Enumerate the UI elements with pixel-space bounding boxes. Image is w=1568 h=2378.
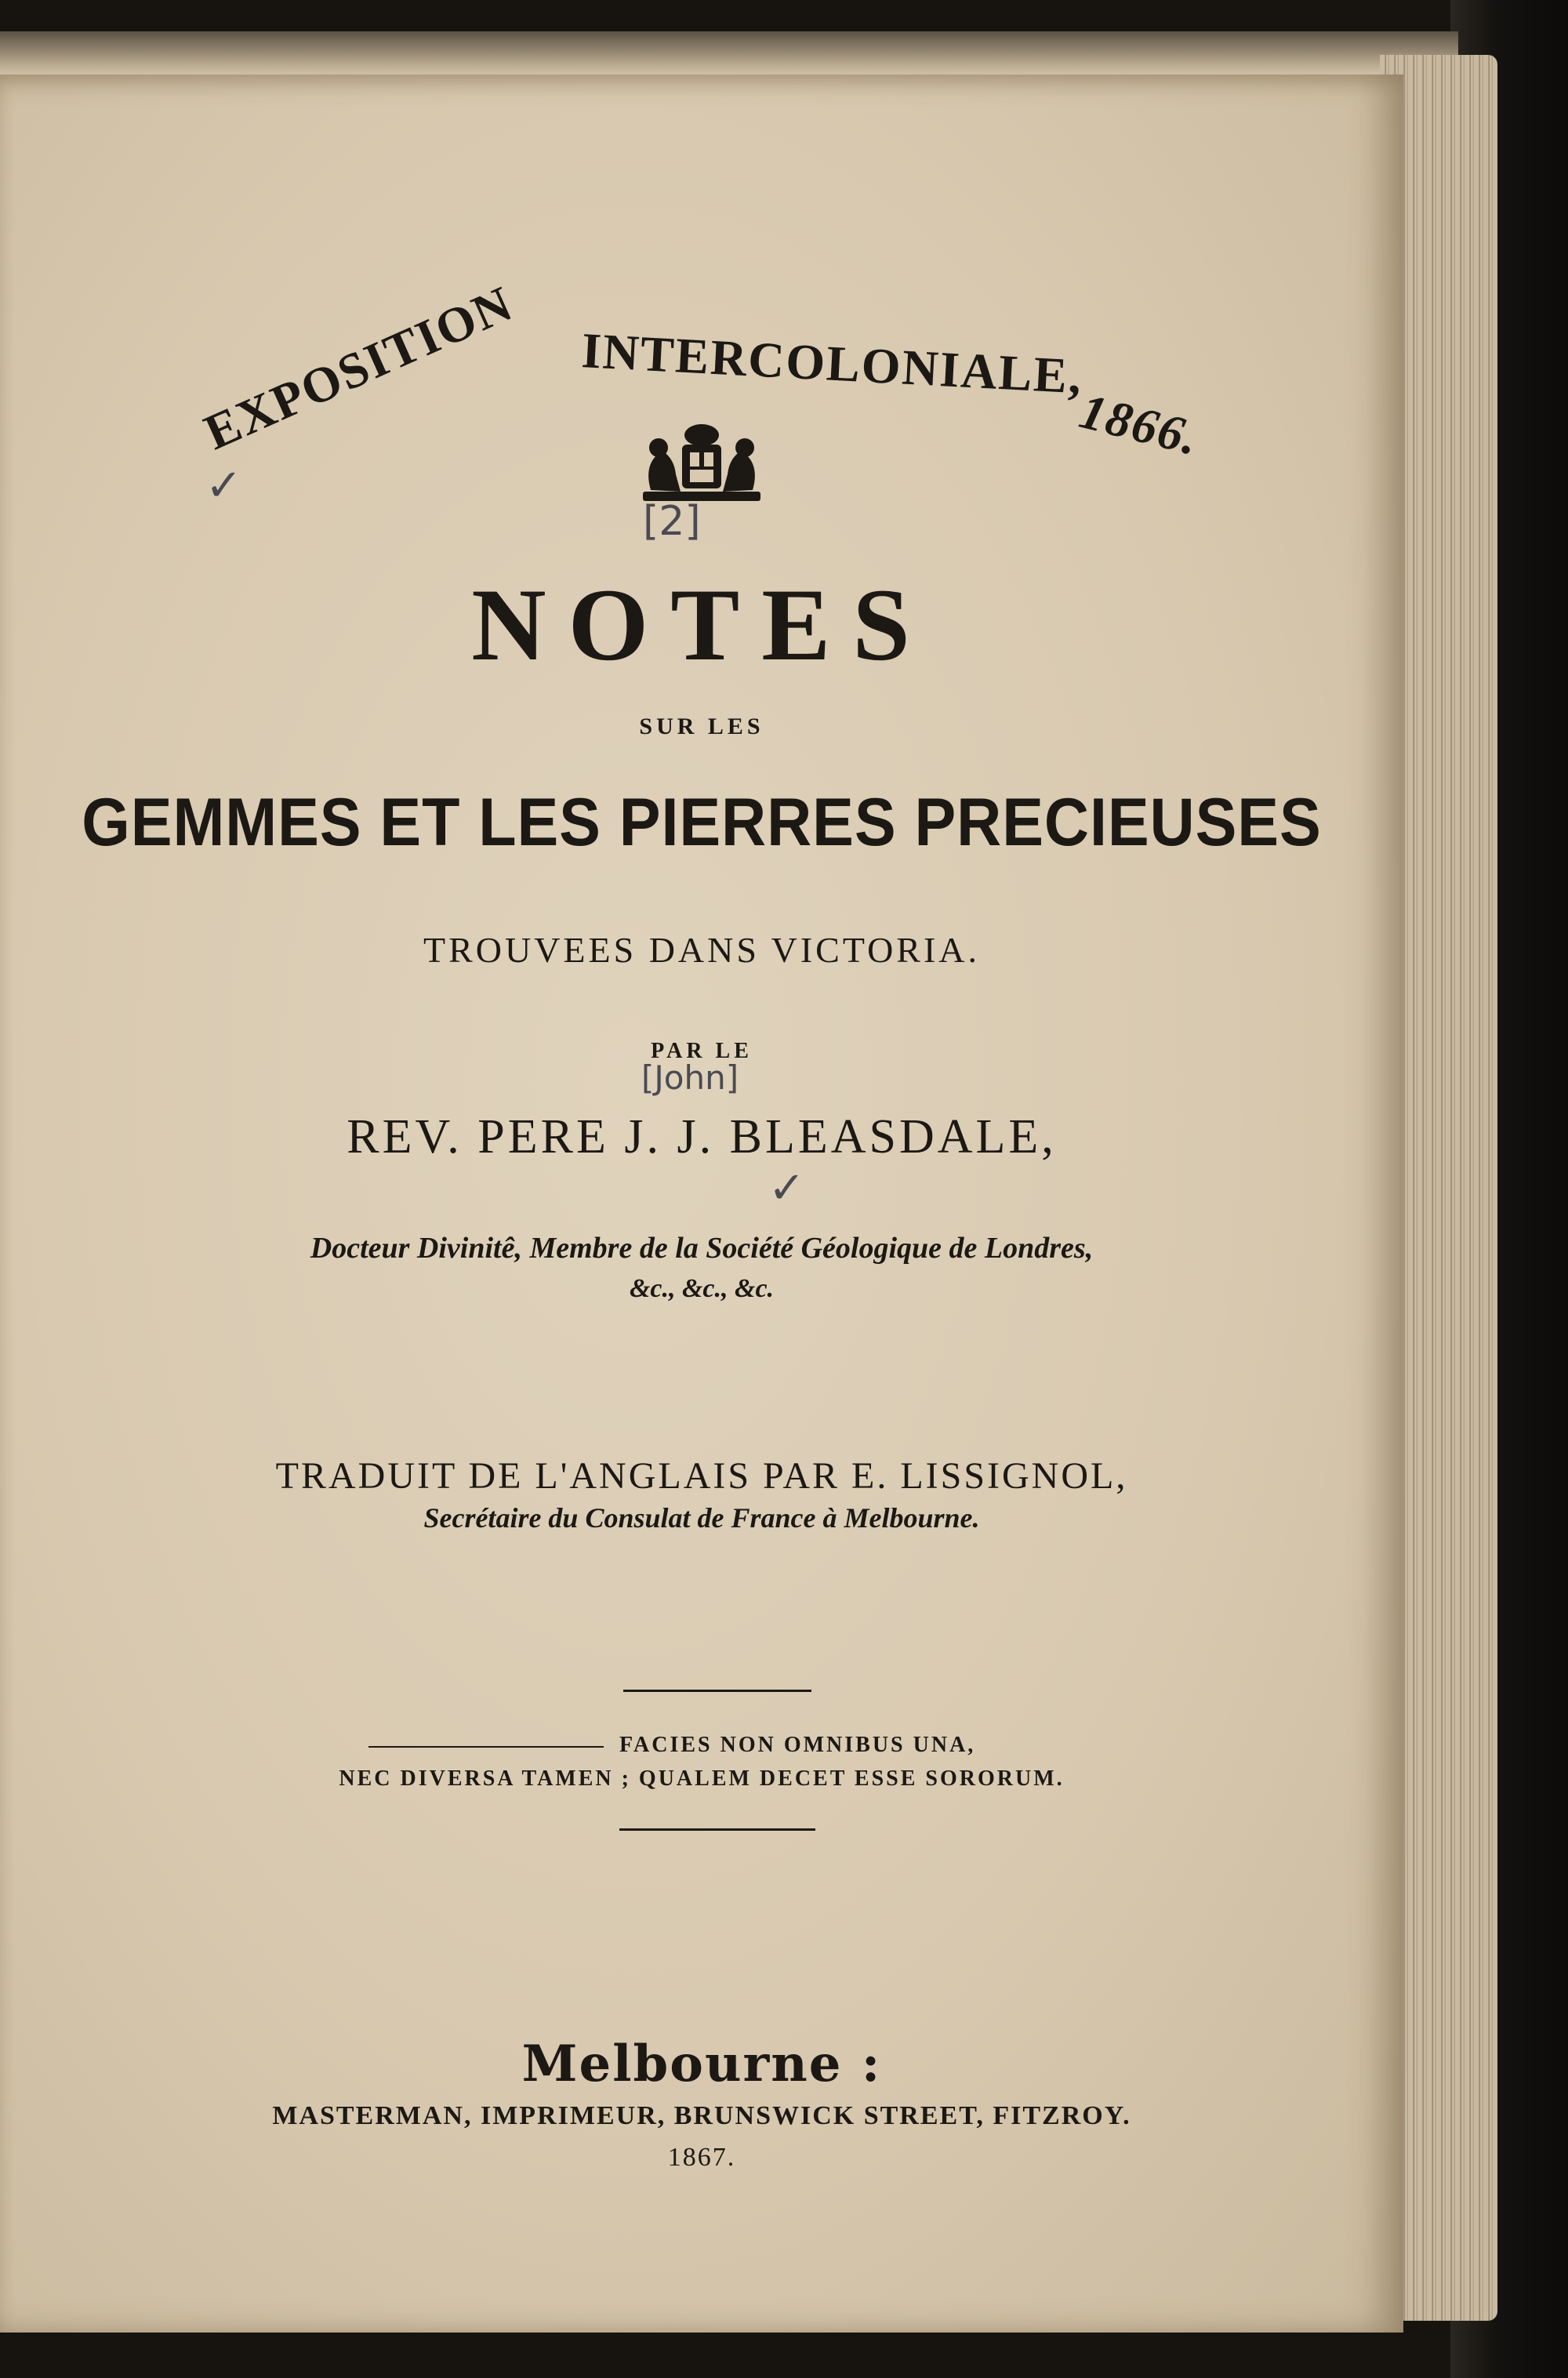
imprint-year: 1867. bbox=[667, 2143, 736, 2172]
translator-role: Secrétaire du Consulat de France à Melbourne. bbox=[423, 1502, 980, 1534]
imprint-printer: MASTERMAN, IMPRIMEUR, BRUNSWICK STREET, FITZROY. bbox=[272, 2101, 1131, 2130]
header-year: 1866. bbox=[1074, 383, 1206, 467]
epigraph-line-2: NEC DIVERSA TAMEN ; QUALEM DECET ESSE SORORUM. bbox=[339, 1766, 1065, 1791]
epigraph-line-1: FACIES NON OMNIBUS UNA, bbox=[619, 1733, 976, 1757]
header-intercoloniale: INTERCOLONIALE, bbox=[580, 322, 1084, 405]
divider-bottom bbox=[619, 1828, 815, 1831]
subtitle: GEMMES ET LES PIERRES PRECIEUSES bbox=[82, 785, 1322, 860]
author-name: REV. PERE J. J. BLEASDALE, bbox=[347, 1110, 1057, 1164]
pencil-check-mark-icon: ✓ bbox=[205, 460, 242, 511]
pencil-annotation-name: [John] bbox=[641, 1058, 739, 1097]
pencil-check-mark-icon: ✓ bbox=[768, 1163, 805, 1214]
title-page bbox=[0, 74, 1403, 2333]
imprint-city: Melbourne : bbox=[521, 2035, 882, 2093]
title-connector: SUR LES bbox=[639, 713, 764, 739]
header-exposition: EXPOSITION bbox=[196, 274, 521, 461]
divider-top bbox=[623, 1690, 811, 1692]
main-title: NOTES bbox=[471, 567, 932, 682]
author-credentials-etc: &c., &c., &c. bbox=[629, 1274, 775, 1303]
byline-prefix: PAR LE bbox=[651, 1039, 753, 1063]
pencil-annotation-number: [2] bbox=[643, 498, 701, 545]
page-top-edge bbox=[0, 31, 1458, 78]
royal-coat-of-arms-icon bbox=[627, 419, 776, 506]
subtitle-location: TROUVEES DANS VICTORIA. bbox=[423, 930, 981, 970]
author-credentials: Docteur Divinitê, Membre de la Société Géologique de Londres, bbox=[310, 1232, 1094, 1265]
epigraph-dash bbox=[368, 1746, 604, 1748]
translator-line: TRADUIT DE L'ANGLAIS PAR E. LISSIGNOL, bbox=[275, 1455, 1128, 1497]
